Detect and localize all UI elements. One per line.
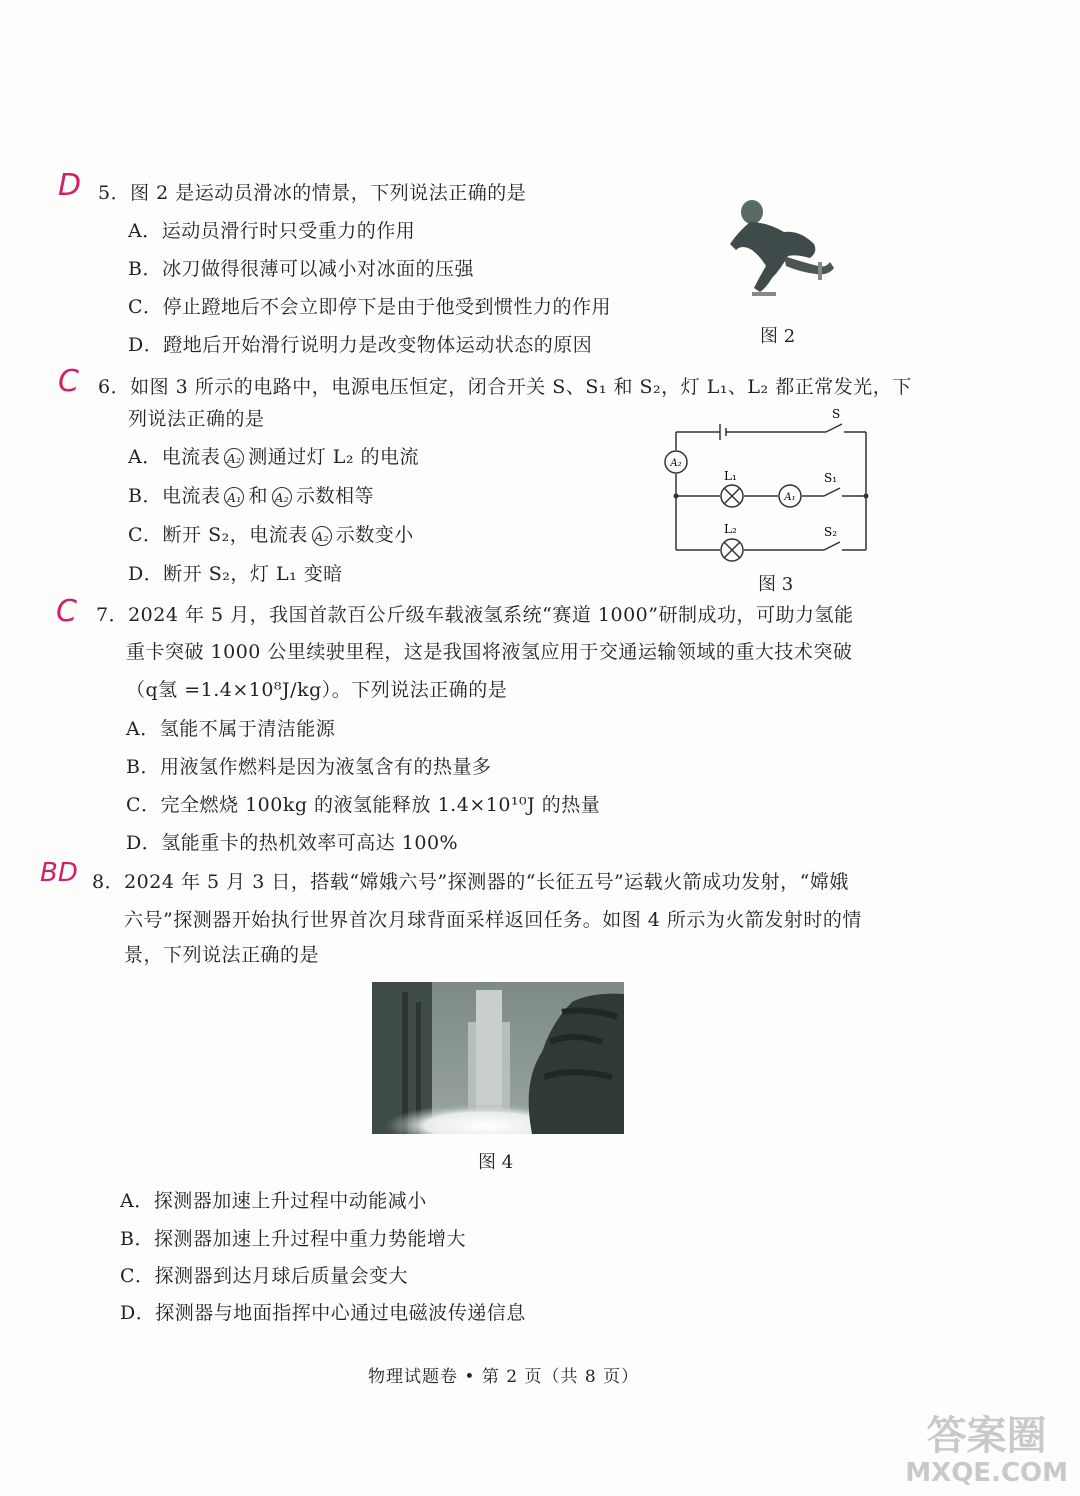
figure-4-rocket-launch-photo (372, 982, 624, 1134)
circuit-label-s1: S₁ (824, 471, 838, 485)
handwritten-answer-q8: BD (40, 858, 78, 888)
q6-option-b-and: 和 (248, 485, 268, 507)
circuit-label-a2: A₂ (670, 458, 682, 469)
q7-stem-line1: 7．2024 年 5 月，我国首款百公斤级车载液氢系统“赛道 1000”研制成功，可助力氢能 (96, 604, 854, 626)
figure-2-caption: 图 2 (760, 326, 796, 347)
figure-3-circuit-diagram (660, 402, 880, 562)
q8-option-d: D．探测器与地面指挥中心通过电磁波传递信息 (120, 1302, 526, 1324)
circuit-label-s: S (832, 407, 841, 421)
q7-option-a: A．氢能不属于清洁能源 (126, 718, 336, 740)
q6-option-b (128, 481, 374, 508)
page-footer: 物理试题卷 • 第 2 页（共 8 页） (368, 1367, 640, 1387)
q7-option-c: C．完全燃烧 100kg 的液氢能释放 1.4×10¹⁰J 的热量 (126, 794, 601, 816)
q8-option-c: C．探测器到达月球后质量会变大 (120, 1265, 409, 1287)
q7-stem-line3: （q氢 =1.4×10⁸J/kg）。下列说法正确的是 (126, 679, 508, 701)
q6-option-a-prefix: A．电流表 (128, 446, 221, 468)
circuit-label-l1: L₁ (724, 469, 737, 483)
q6-option-c (128, 520, 414, 547)
q5-option-b: B．冰刀做得很薄可以减小对冰面的压强 (128, 258, 474, 280)
q7-option-b: B．用液氢作燃料是因为液氢含有的热量多 (126, 756, 492, 778)
handwritten-answer-q7: C (56, 594, 77, 629)
figure-2-skater-image (722, 192, 842, 302)
circuit-label-a1: A₁ (784, 492, 796, 503)
q6-option-c-prefix: C．断开 S₂，电流表 (128, 524, 308, 546)
q6-option-a-suffix: 测通过灯 L₂ 的电流 (248, 446, 420, 468)
q6-option-b-prefix: B．电流表 (128, 485, 221, 507)
handwritten-answer-q5: D (58, 168, 82, 203)
q8-stem-line2: 六号”探测器开始执行世界首次月球背面采样返回任务。如图 4 所示为火箭发射时的情 (124, 909, 862, 931)
q6-stem-line2: 列说法正确的是 (128, 408, 265, 430)
watermark-logo (905, 1414, 1068, 1488)
q8-option-a: A．探测器加速上升过程中动能减小 (120, 1190, 427, 1212)
q6-option-a (128, 442, 419, 469)
q5-option-a: A．运动员滑行时只受重力的作用 (128, 220, 416, 242)
ammeter-a2-symbol: A₂ (312, 526, 332, 546)
ammeter-a1-symbol: A₁ (224, 487, 244, 507)
q6-option-b-suffix: 示数相等 (295, 485, 374, 507)
q6-option-d: D．断开 S₂，灯 L₁ 变暗 (128, 563, 343, 585)
watermark-line1: 答案圈 (926, 1413, 1047, 1459)
q6-option-c-suffix: 示数变小 (335, 524, 414, 546)
q7-option-d: D．氢能重卡的热机效率可高达 100% (126, 832, 459, 854)
q8-option-b: B．探测器加速上升过程中重力势能增大 (120, 1228, 466, 1250)
q7-stem-line2: 重卡突破 1000 公里续驶里程，这是我国将液氢应用于交通运输领域的重大技术突破 (126, 641, 853, 663)
ammeter-a2-symbol: A₂ (272, 487, 292, 507)
circuit-label-l2: L₂ (724, 522, 737, 536)
figure-3-caption: 图 3 (758, 574, 794, 595)
watermark-line2: MXQE.COM (905, 1458, 1068, 1488)
handwritten-answer-q6: C (58, 364, 79, 399)
q8-stem-line3: 景，下列说法正确的是 (124, 944, 320, 966)
figure-4-caption: 图 4 (478, 1152, 514, 1173)
q5-option-c: C．停止蹬地后不会立即停下是由于他受到惯性力的作用 (128, 296, 612, 318)
ammeter-a2-symbol: A₂ (224, 448, 244, 468)
q5-option-d: D．蹬地后开始滑行说明力是改变物体运动状态的原因 (128, 334, 593, 356)
q5-stem: 5．图 2 是运动员滑冰的情景，下列说法正确的是 (98, 182, 527, 204)
circuit-label-s2: S₂ (824, 525, 838, 539)
q8-stem-line1: 8．2024 年 5 月 3 日，搭载“嫦娥六号”探测器的“长征五号”运载火箭成功发射，“嫦娥 (92, 871, 849, 893)
q6-stem-line1: 6．如图 3 所示的电路中，电源电压恒定，闭合开关 S、S₁ 和 S₂，灯 L₁、L₂ 都正常发光，下 (98, 376, 912, 398)
